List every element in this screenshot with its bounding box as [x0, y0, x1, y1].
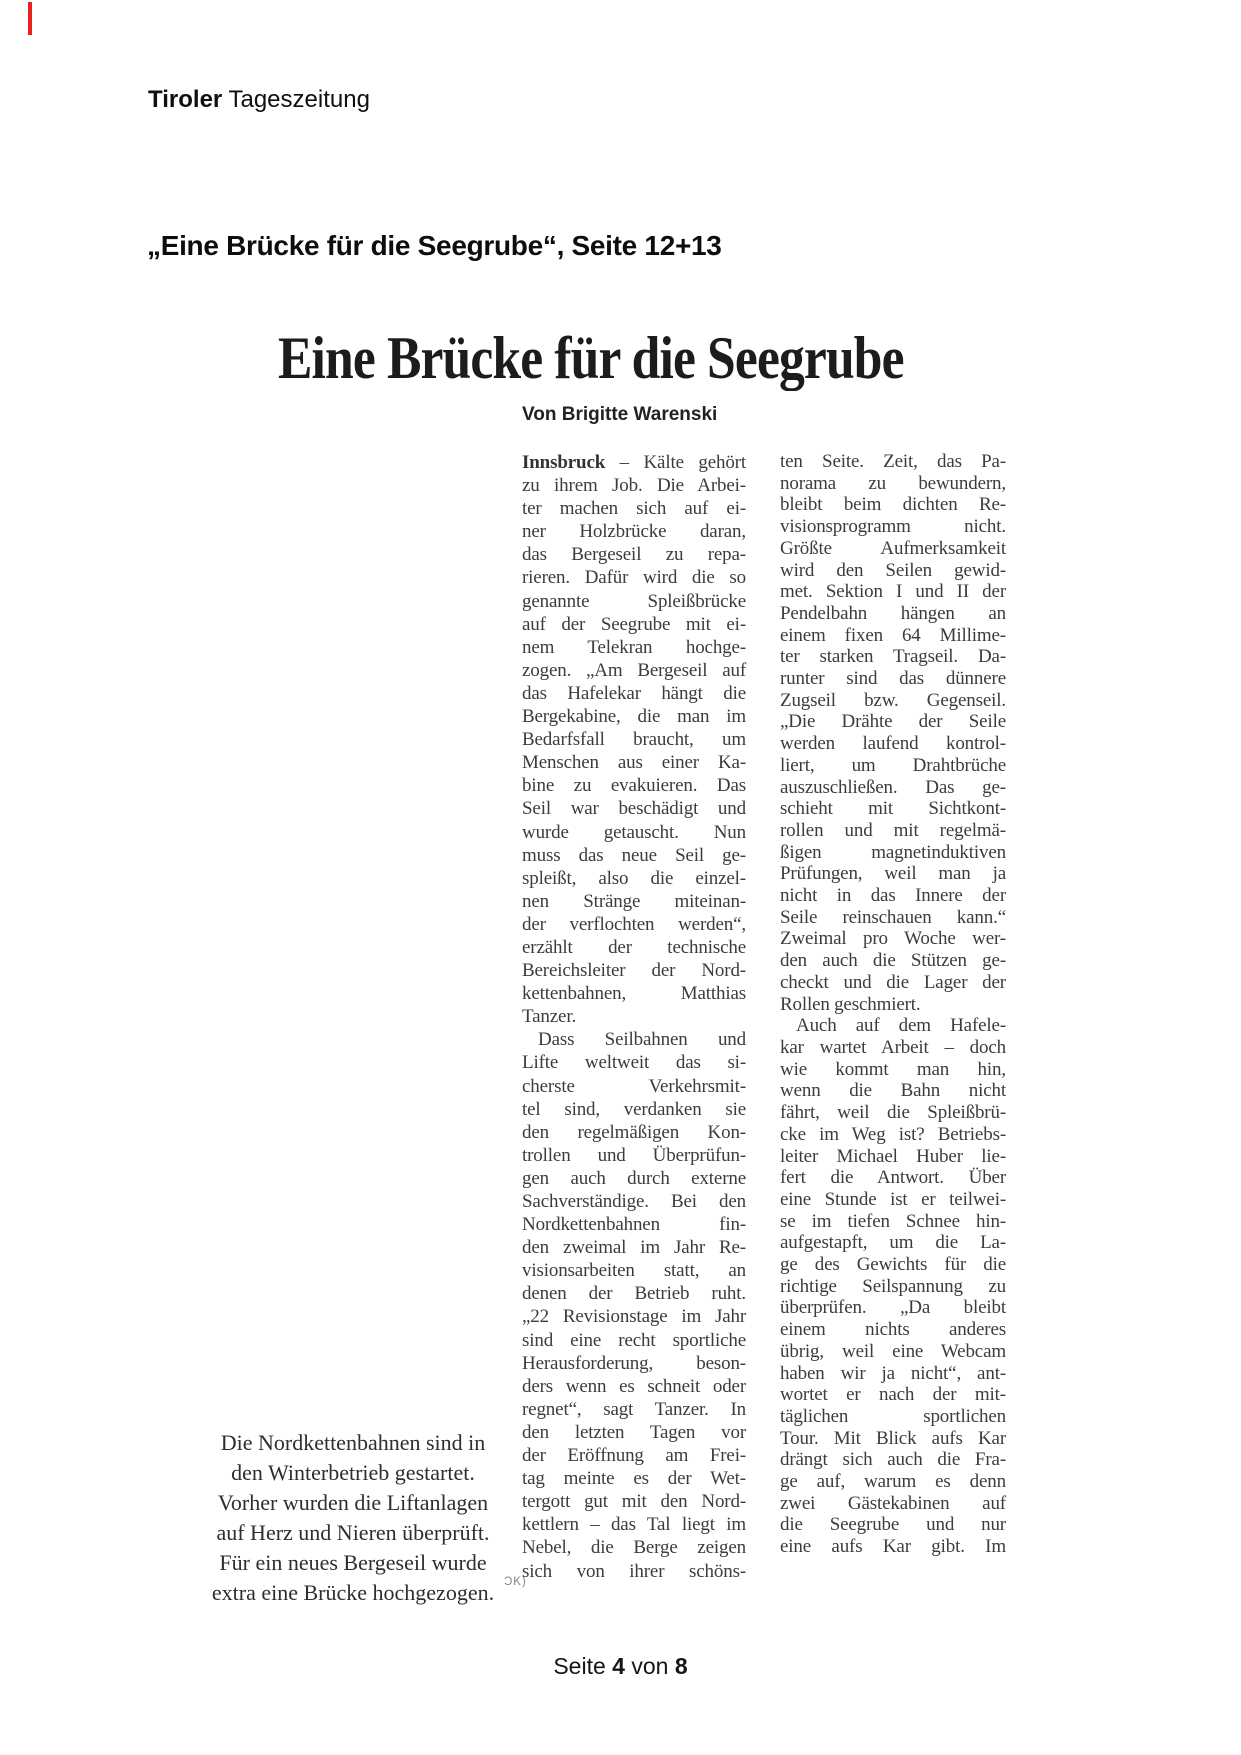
- article-line: Nebel, die Berge zeigen: [522, 1537, 746, 1559]
- article-line: den letzten Tagen vor: [522, 1421, 746, 1443]
- article-line: ge auf, warum es denn: [780, 1471, 1006, 1493]
- article-line: Innsbruck – Kälte gehört: [522, 452, 746, 473]
- article-line: ter starken Tragseil. Da-: [780, 646, 1006, 668]
- article-line: visionsarbeiten statt, an: [522, 1260, 746, 1282]
- caption-line: den Winterbetrieb gestartet.: [231, 1460, 475, 1485]
- article-line: erzählt der technische: [522, 936, 746, 958]
- article-line: kettlern – das Tal liegt im: [522, 1514, 746, 1536]
- caption-line: extra eine Brücke hochgezogen.: [211, 1580, 495, 1605]
- article-line: Seil war beschädigt und: [522, 798, 746, 820]
- caption-line: Vorher wurden die Liftanlagen: [217, 1490, 489, 1515]
- article-line: die Seegrube und nur: [780, 1514, 1006, 1536]
- article-line: auf der Seegrube mit ei-: [522, 613, 746, 635]
- article-line: cke im Weg ist? Betriebs-: [780, 1123, 1006, 1145]
- dateline-bold: Innsbruck: [522, 452, 606, 473]
- article-column-right: [780, 451, 1006, 1558]
- page-footer: [0, 1653, 1241, 1680]
- article-line: kettenbahnen, Matthias: [522, 983, 746, 1005]
- article-line: visionsprogramm nicht.: [780, 516, 1006, 538]
- photo-credit-fragment: ƆK): [504, 1576, 527, 1588]
- article-line: runter sind das dünnere: [780, 668, 1006, 690]
- article-line: täglichen sportlichen: [780, 1405, 1006, 1427]
- masthead: [148, 86, 370, 114]
- article-line: haben wir ja nicht“, ant-: [780, 1362, 1006, 1384]
- masthead-brand-rest: Tageszeitung: [222, 86, 370, 113]
- article-line: bleibt beim dichten Re-: [780, 494, 1006, 516]
- article-line: wird den Seilen gewid-: [780, 559, 1006, 581]
- article-line: schieht mit Sichtkont-: [780, 798, 1006, 820]
- article-line: Tour. Mit Blick aufs Kar: [780, 1427, 1006, 1449]
- article-line: wenn die Bahn nicht: [780, 1080, 1006, 1102]
- photo-caption: [188, 1428, 518, 1608]
- article-line: leiter Michael Huber lie-: [780, 1145, 1006, 1167]
- article-line: nicht in das Innere der: [780, 885, 1006, 907]
- article-line: Bereichsleiter der Nord-: [522, 960, 746, 982]
- article-reference-line: „Eine Brücke für die Seegrube“, Seite 12+13: [147, 230, 722, 261]
- footer-total-pages: 8: [674, 1653, 688, 1679]
- article-line: einem nichts anderes: [780, 1319, 1006, 1341]
- footer-infix: von: [624, 1653, 675, 1679]
- article-line: sind eine recht sportliche: [522, 1329, 746, 1351]
- article-line: auszuschließen. Das ge-: [780, 776, 1006, 798]
- article-line: wurde getauscht. Nun: [522, 821, 746, 843]
- article-line: fährt, weil die Spleißbrü-: [780, 1102, 1006, 1124]
- article-line: Lifte weltweit das si-: [522, 1052, 746, 1074]
- article-byline: Von Brigitte Warenski: [522, 404, 718, 425]
- article-line: nem Telekran hochge-: [522, 636, 746, 658]
- article-line: liert, um Drahtbrüche: [780, 754, 1006, 776]
- article-line: Nordkettenbahnen fin-: [522, 1214, 746, 1236]
- article-line: ders wenn es schneit oder: [522, 1375, 746, 1397]
- article-line: ten Seite. Zeit, das Pa-: [780, 451, 1006, 472]
- caption-line: auf Herz und Nieren überprüft.: [216, 1520, 490, 1545]
- article-line: trollen und Überprüfun-: [522, 1144, 746, 1166]
- article-line: „22 Revisionstage im Jahr: [522, 1306, 746, 1328]
- article-line: gen auch durch externe: [522, 1167, 746, 1189]
- article-line: rollen und mit regelmä-: [780, 819, 1006, 841]
- article-line: übrig, weil eine Webcam: [780, 1340, 1006, 1362]
- article-line: met. Sektion I und II der: [780, 581, 1006, 603]
- article-line: Zugseil bzw. Gegenseil.: [780, 689, 1006, 711]
- article-line: wortet er nach der mit-: [780, 1384, 1006, 1406]
- article-line: richtige Seilspannung zu: [780, 1275, 1006, 1297]
- article-line: ter machen sich auf ei-: [522, 498, 746, 520]
- article-line: norama zu bewundern,: [780, 472, 1006, 494]
- article-line: überprüfen. „Da bleibt: [780, 1297, 1006, 1319]
- article-line: zu ihrem Job. Die Arbei-: [522, 475, 746, 497]
- article-line: rieren. Dafür wird die so: [522, 567, 746, 589]
- article-line: muss das neue Seil ge-: [522, 844, 746, 866]
- article-line: nen Stränge miteinan-: [522, 890, 746, 912]
- article-line: eine Stunde ist er teilwei-: [780, 1188, 1006, 1210]
- article-line: Größte Aufmerksamkeit: [780, 537, 1006, 559]
- article-line: tergott gut mit den Nord-: [522, 1491, 746, 1513]
- article-line: Menschen aus einer Ka-: [522, 752, 746, 774]
- article-column-left: [522, 451, 746, 1583]
- article-line: Tanzer.: [522, 1006, 577, 1028]
- article-line: checkt und die Lager der: [780, 971, 1006, 993]
- article-line: Zweimal pro Woche wer-: [780, 928, 1006, 950]
- article-line: Seile reinschauen kann.“: [780, 906, 1006, 928]
- article-line: Rollen geschmiert.: [780, 993, 921, 1015]
- article-line: Auch auf dem Hafele-: [796, 1015, 1006, 1037]
- scan-red-mark: [28, 2, 32, 35]
- article-line: zogen. „Am Bergeseil auf: [522, 659, 746, 681]
- article-line: den zweimal im Jahr Re-: [522, 1237, 746, 1259]
- article-line: tel sind, verdanken sie: [522, 1098, 746, 1120]
- masthead-brand-bold: Tiroler: [148, 86, 223, 113]
- article-line: wie kommt man hin,: [780, 1058, 1006, 1080]
- article-line: drängt sich auch die Fra-: [780, 1449, 1006, 1471]
- article-line: Herausforderung, beson-: [522, 1352, 746, 1374]
- footer-page-number: 4: [612, 1653, 625, 1679]
- article-line: sich von ihrer schöns-: [522, 1560, 746, 1582]
- article-line: Dass Seilbahnen und: [538, 1029, 746, 1051]
- article-line: kar wartet Arbeit – doch: [780, 1036, 1006, 1058]
- footer-prefix: Seite: [553, 1653, 613, 1679]
- article-line: werden laufend kontrol-: [780, 733, 1006, 755]
- article-line: den regelmäßigen Kon-: [522, 1121, 746, 1143]
- article-line: „Die Drähte der Seile: [780, 711, 1006, 733]
- article-line: Bedarfsfall braucht, um: [522, 729, 746, 751]
- article-line: Bergekabine, die man im: [522, 706, 746, 728]
- caption-line: Für ein neues Bergeseil wurde: [219, 1550, 487, 1575]
- article-line: cherste Verkehrsmit-: [522, 1075, 746, 1097]
- article-line: genannte Spleißbrücke: [522, 590, 746, 612]
- article-line: Pendelbahn hängen an: [780, 602, 1006, 624]
- caption-line: Die Nordkettenbahnen sind in: [220, 1430, 486, 1455]
- article-line: Prüfungen, weil man ja: [780, 863, 1006, 885]
- article-line: einem fixen 64 Millime-: [780, 624, 1006, 646]
- article-line: bine zu evakuieren. Das: [522, 775, 746, 797]
- article-line: Sachverständige. Bei den: [522, 1191, 746, 1212]
- article-line: das Hafelekar hängt die: [522, 682, 746, 704]
- article-line: se im tiefen Schnee hin-: [780, 1210, 1006, 1232]
- article-line: der verflochten werden“,: [522, 913, 746, 935]
- article-line: denen der Betrieb ruht.: [522, 1283, 746, 1305]
- article-line: zwei Gästekabinen auf: [780, 1492, 1006, 1514]
- article-line: aufgestapft, um die La-: [780, 1232, 1006, 1254]
- article-line: fert die Antwort. Über: [780, 1167, 1006, 1189]
- article-headline: Eine Brücke für die Seegrube: [278, 325, 904, 391]
- article-line: ner Holzbrücke daran,: [522, 521, 746, 543]
- article-line: das Bergeseil zu repa-: [522, 544, 746, 566]
- article-line: ge des Gewichts für die: [780, 1254, 1006, 1276]
- article-line: regnet“, sagt Tanzer. In: [522, 1398, 746, 1420]
- article-line: den auch die Stützen ge-: [780, 950, 1006, 972]
- article-line: eine aufs Kar gibt. Im: [780, 1536, 1006, 1558]
- article-line: ßigen magnetinduktiven: [780, 841, 1006, 863]
- article-line: tag meinte es der Wet-: [522, 1468, 746, 1490]
- article-line: der Eröffnung am Frei-: [522, 1445, 746, 1467]
- article-line: spleißt, also die einzel-: [522, 867, 746, 889]
